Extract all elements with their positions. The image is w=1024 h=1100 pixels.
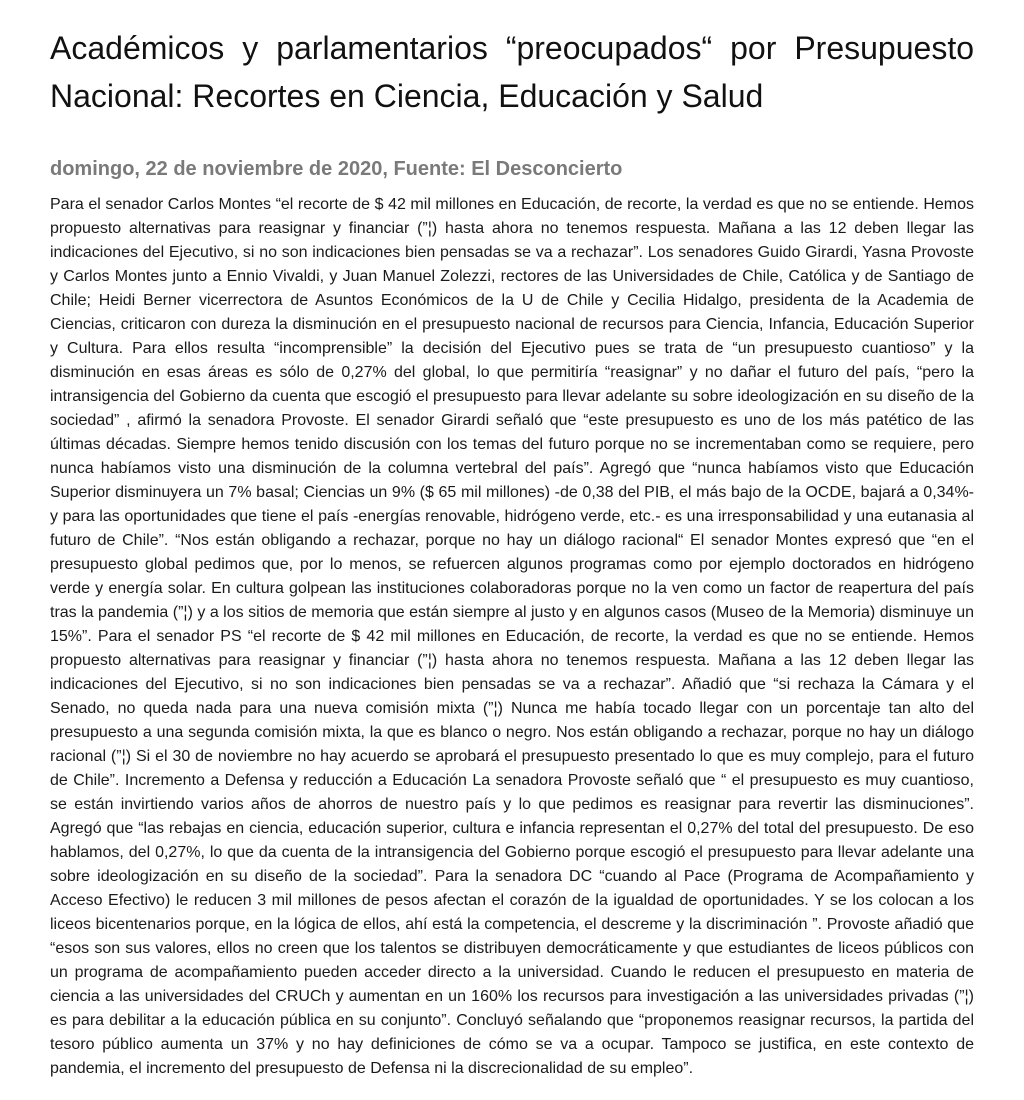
article-title: Académicos y parlamentarios “preocupados“ por Presupuesto Nacional: Recortes en Ciencia, Educación y Salud	[50, 30, 974, 114]
article-body: Para el senador Carlos Montes “el recorte de $ 42 mil millones en Educación, de recorte, la verdad es que no se entiende. Hemos propuesto alternativas para reasignar y financiar (”¦) hasta ahora no tenemos respuesta. Mañana a las 12 deben llegar las indicaciones del Ejecutivo, si no son indicaciones bien pensadas se va a rechazar”. Los senadores Guido Girardi, Yasna Provoste y Carlos Montes junto a Ennio Vivaldi, y Juan Manuel Zolezzi, rectores de las Universidades de Chile, Católica y de Santiago de Chile; Heidi Berner vicerrectora de Asuntos Económicos de la U de Chile y Cecilia Hidalgo, presidenta de la Academia de Ciencias, criticaron con dureza la disminución en el presupuesto nacional de recursos para Ciencia, Infancia, Educación Superior y Cultura. Para ellos resulta “incomprensible” la decisión del Ejecutivo pues se trata de “un presupuesto cuantioso” y la disminución en esas áreas es sólo de 0,27% del global, lo que permitiría “reasignar” y no dañar el futuro del país, “pero la intransigencia del Gobierno da cuenta que escogió el presupuesto para llevar adelante su sobre ideologización en su diseño de la sociedad” , afirmó la senadora Provoste. El senador Girardi señaló que “este presupuesto es uno de los más patético de las últimas décadas. Siempre hemos tenido discusión con los temas del futuro porque no se incrementaban como se requiere, pero nunca habíamos visto una disminución de la columna vertebral del país”. Agregó que “nunca habíamos visto que Educación Superior disminuyera un 7% basal; Ciencias un 9% ($ 65 mil millones) -de 0,38 del PIB, el más bajo de la OCDE, bajará a 0,34%- y para las oportunidades que tiene el país -energías renovable, hidrógeno verde, etc.- es una irresponsabilidad y una eutanasia al futuro de Chile”. “Nos están obligando a rechazar, porque no hay un diálogo racional“ El senador Montes expresó que “en el presupuesto global pedimos que, por lo menos, se refuercen algunos programas como por ejemplo doctorados en hidrógeno verde y energía solar. En cultura golpean las instituciones colaboradoras porque no la ven como un factor de reapertura del país tras la pandemia (”¦) y a los sitios de memoria que están siempre al justo y en algunos casos (Museo de la Memoria) disminuye un 15%”. Para el senador PS “el recorte de $ 42 mil millones en Educación, de recorte, la verdad es que no se entiende. Hemos propuesto alternativas para reasignar y financiar (”¦) hasta ahora no tenemos respuesta. Mañana a las 12 deben llegar las indicaciones del Ejecutivo, si no son indicaciones bien pensadas se va a rechazar”. Añadió que “si rechaza la Cámara y el Senado, no queda nada para una nueva comisión mixta (”¦) Nunca me había tocado llegar con un porcentaje tan alto del presupuesto a una segunda comisión mixta, la que es blanco o negro. Nos están obligando a rechazar, porque no hay un diálogo racional (”¦) Si el 30 de noviembre no hay acuerdo se aprobará el presupuesto presentado lo que es muy complejo, para el futuro de Chile”. Incremento a Defensa y reducción a Educación La senadora Provoste señaló que “ el presupuesto es muy cuantioso, se están invirtiendo varios años de ahorros de nuestro país y lo que pedimos es reasignar para revertir las disminuciones”. Agregó que “las rebajas en ciencia, educación superior, cultura e infancia representan el 0,27% del total del presupuesto. De eso hablamos, del 0,27%, lo que da cuenta de la intransigencia del Gobierno porque escogió el presupuesto para llevar adelante una sobre ideologización en su diseño de la sociedad”. Para la senadora DC “cuando al Pace (Programa de Acompañamiento y Acceso Efectivo) le reducen 3 mil millones de pesos afectan el corazón de la igualdad de oportunidades. Y se los colocan a los liceos bicentenarios porque, en la lógica de ellos, ahí está la competencia, el descreme y la discriminación ”. Provoste añadió que “esos son sus valores, ellos no creen que los talentos se distribuyen democráticamente y que estudiantes de liceos públicos con un programa de acompañamiento pueden acceder directo a la universidad. Cuando le reducen el presupuesto en materia de ciencia a las universidades del CRUCh y aumentan en un 160% los recursos para investigación a las universidades privadas (”¦) es para debilitar a la educación pública en su conjunto”. Concluyó señalando que “proponemos reasignar recursos, la partida del tesoro público aumenta un 37% y no hay definiciones de cómo se va a ocupar. Tampoco se justifica, en este contexto de pandemia, el incremento del presupuesto de Defensa ni la discrecionalidad de su empleo”.	[50, 196, 974, 1077]
article-date-source: domingo, 22 de noviembre de 2020, Fuente: El Desconcierto	[50, 158, 623, 180]
